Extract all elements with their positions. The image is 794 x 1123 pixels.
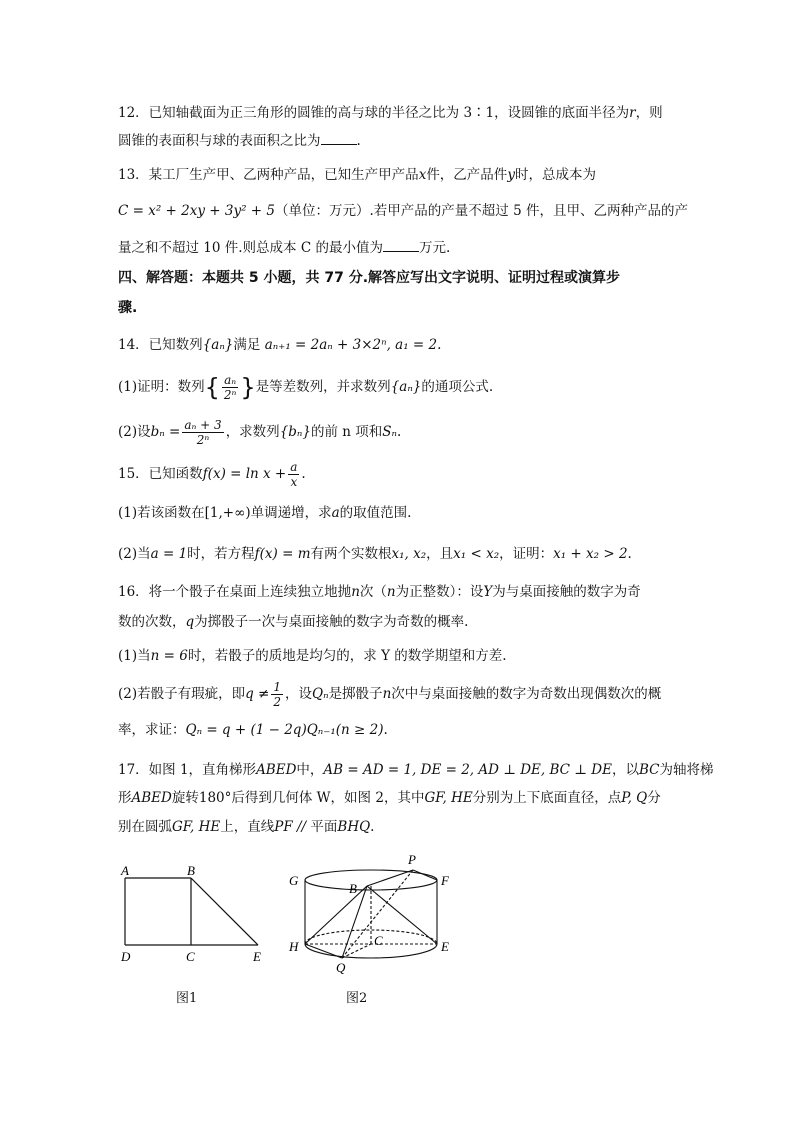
segment-bq bbox=[342, 886, 367, 958]
q15-text: ，且 bbox=[426, 546, 454, 562]
figure-2-solid bbox=[285, 848, 470, 976]
q17-text: 分别为上下底面直径，点 bbox=[472, 790, 622, 806]
section-heading-cont: 骤. bbox=[118, 300, 138, 316]
fraction: $\frac{a}{x}$ bbox=[290, 460, 298, 489]
fraction: $\frac{1}{2}$ bbox=[273, 680, 282, 709]
segment-bh bbox=[305, 886, 367, 944]
q17-text: 为轴将梯 bbox=[659, 762, 714, 778]
label-e: E bbox=[253, 949, 261, 964]
q14-text: . bbox=[397, 424, 402, 440]
q17-text: 分 bbox=[647, 790, 661, 806]
q16-text: (1)当 bbox=[118, 648, 151, 664]
q13-text: 13．某工厂生产甲、乙两种产品，已知生产甲产品 bbox=[118, 167, 419, 183]
q17-plane: BHQ bbox=[337, 819, 371, 835]
label-d: D bbox=[121, 949, 131, 964]
q17-diameters: GF, HE bbox=[424, 790, 473, 806]
q14-seq: {bₙ} bbox=[279, 424, 311, 440]
segment-be bbox=[191, 878, 258, 945]
q17-trapezoid: ABED bbox=[131, 790, 172, 806]
q14-text: 的通项公式. bbox=[421, 379, 494, 395]
figure-2-caption: 图2 bbox=[346, 991, 368, 1006]
q15-function: f(x) = ln x + bbox=[202, 466, 287, 482]
q13-cost-formula: C = x² + 2xy + 3y² + 5 bbox=[118, 203, 275, 219]
q14-text: ，求数列 bbox=[225, 424, 280, 440]
q17-trapezoid: ABED bbox=[256, 762, 297, 778]
q14-bn: bₙ = bbox=[150, 424, 181, 440]
section-heading: 四、解答题：本题共 5 小题，共 77 分.解答应写出文字说明、证明过程或演算步 bbox=[118, 270, 621, 286]
q17-text: 上，直线 bbox=[220, 819, 275, 835]
q17-text: ，以 bbox=[611, 762, 639, 778]
q12-text: ，则 bbox=[635, 105, 663, 121]
q15-goal: x₁ + x₂ > 2 bbox=[553, 546, 628, 562]
answer-blank[interactable] bbox=[383, 239, 419, 252]
label-g: G bbox=[289, 873, 299, 888]
q15-ineq: x₁ < x₂ bbox=[453, 546, 500, 562]
q17-text: 后得到几何体 W，如图 2，其中 bbox=[231, 790, 425, 806]
q17-line-3 bbox=[118, 817, 374, 837]
label-a: A bbox=[121, 863, 129, 878]
q16-line-5 bbox=[118, 720, 388, 740]
q14-line-3 bbox=[118, 418, 401, 447]
q17-text: 别在圆弧 bbox=[118, 819, 172, 835]
q15-text: . bbox=[301, 466, 306, 482]
q15-text: ，证明： bbox=[499, 546, 554, 562]
q16-text: 为正整数）：设 bbox=[395, 584, 484, 600]
q16-var-n: n bbox=[382, 686, 392, 702]
q17-axis: BC bbox=[638, 762, 660, 778]
q17-conditions: AB = AD = 1, DE = 2, AD ⊥ DE, BC ⊥ DE bbox=[323, 762, 612, 778]
q16-cond: q ≠ bbox=[245, 686, 270, 702]
q16-text: ，设 bbox=[285, 686, 313, 702]
q16-var-q: q bbox=[185, 614, 195, 630]
fraction: $\frac{\text{aₙ}}{\text{2ⁿ}}$ bbox=[223, 373, 237, 402]
q15-text: 单调递增，求 bbox=[250, 505, 332, 521]
q16-text: (2)若骰子有瑕疵，即 bbox=[118, 686, 246, 702]
q17-angle: 180° bbox=[198, 790, 232, 806]
label-b: B bbox=[349, 881, 357, 896]
label-c: C bbox=[374, 933, 383, 948]
q15-interval: [1,+∞) bbox=[204, 505, 251, 521]
q17-line-2 bbox=[118, 788, 661, 808]
q16-line-2 bbox=[118, 612, 468, 632]
q15-text: 时，若方程 bbox=[187, 546, 255, 562]
q17-text: 中， bbox=[296, 762, 324, 778]
q13-line-3 bbox=[118, 238, 450, 258]
q12-text: . bbox=[356, 133, 361, 149]
q14-line-1 bbox=[118, 335, 441, 355]
q14-text: 是等差数列，并求数列 bbox=[255, 379, 391, 395]
label-e: E bbox=[441, 939, 449, 954]
q15-text: (1)若该函数在 bbox=[118, 505, 205, 521]
q13-text: 时，总成本为 bbox=[514, 167, 596, 183]
q14-text: (1)证明：数列 bbox=[118, 379, 205, 395]
label-c: C bbox=[186, 949, 195, 964]
q13-text: 万元. bbox=[418, 240, 451, 256]
q15-equation: f(x) = m bbox=[254, 546, 311, 562]
q14-text: (2)设 bbox=[118, 424, 151, 440]
q17-text: . bbox=[370, 819, 375, 835]
q15-var-a: a bbox=[331, 505, 340, 521]
q12-var-r: r bbox=[629, 105, 636, 121]
label-f: F bbox=[441, 873, 449, 888]
q13-text: （单位：万元）.若甲产品的产量不超过 5 件，且甲、乙两种产品的产 bbox=[274, 203, 688, 219]
q14-sum: Sₙ bbox=[382, 424, 397, 440]
q17-points: P, Q bbox=[621, 790, 648, 806]
q16-line-3 bbox=[118, 646, 507, 666]
q14-seq: {aₙ} bbox=[390, 379, 422, 395]
q17-arcs: GF, HE bbox=[172, 819, 221, 835]
q14-text: 满足 bbox=[233, 337, 261, 353]
q15-line-2 bbox=[118, 503, 411, 523]
q15-text: . bbox=[627, 546, 632, 562]
q16-text: 为与桌面接触的数字为奇 bbox=[492, 584, 641, 600]
q17-line-1 bbox=[118, 760, 713, 780]
q16-text: 次中与桌面接触的数字为奇数出现偶数次的概 bbox=[391, 686, 662, 702]
q15-line-1 bbox=[118, 460, 306, 489]
q13-var-y: y bbox=[507, 167, 515, 183]
q17-text: 平面 bbox=[310, 819, 338, 835]
q15-line-3 bbox=[118, 544, 632, 564]
figure-1-caption: 图1 bbox=[176, 991, 198, 1006]
q15-text: 的取值范围. bbox=[339, 505, 412, 521]
q13-text: 量之和不超过 10 件.则总成本 C 的最小值为 bbox=[118, 240, 383, 256]
q13-text: 件，乙产品件 bbox=[426, 167, 508, 183]
q16-text: 时，若骰子的质地是均匀的，求 Y 的数学期望和方差. bbox=[187, 648, 507, 664]
q14-text: 14．已知数列 bbox=[118, 337, 203, 353]
q12-line-1 bbox=[118, 103, 663, 123]
q14-line-2 bbox=[118, 373, 493, 402]
q17-text: 17．如图 1，直角梯形 bbox=[118, 762, 257, 778]
q16-text: 是掷骰子 bbox=[328, 686, 383, 702]
left-brace: { bbox=[204, 373, 220, 402]
fraction: $\frac{\text{aₙ + 3}}{\text{2ⁿ}}$ bbox=[184, 418, 222, 447]
q16-recurrence: Qₙ = q + (1 − 2q)Qₙ₋₁(n ≥ 2) bbox=[185, 722, 384, 738]
q14-seq: {aₙ} bbox=[202, 337, 234, 353]
figure-1-trapezoid bbox=[112, 858, 282, 970]
q16-var-q: Qₙ bbox=[312, 686, 329, 702]
q16-text: 数的次数， bbox=[118, 614, 186, 630]
q14-recurrence: aₙ₊₁ = 2aₙ + 3×2ⁿ, a₁ = 2 bbox=[264, 337, 438, 353]
q12-line-2 bbox=[118, 131, 361, 151]
q16-text: 次（ bbox=[359, 584, 387, 600]
answer-blank[interactable] bbox=[321, 132, 357, 145]
q17-text: 形 bbox=[118, 790, 132, 806]
q14-text: . bbox=[437, 337, 442, 353]
segment-hq bbox=[305, 944, 342, 958]
q13-var-x: x bbox=[418, 167, 427, 183]
q15-text: 有两个实数根 bbox=[310, 546, 392, 562]
label-b: B bbox=[187, 863, 195, 878]
q16-line-4 bbox=[118, 680, 661, 709]
q15-roots: x₁, x₂ bbox=[391, 546, 427, 562]
label-q: Q bbox=[336, 960, 346, 975]
q17-text: 旋转 bbox=[171, 790, 199, 806]
q16-line-1 bbox=[118, 582, 641, 602]
q13-line-1 bbox=[118, 165, 596, 185]
label-h: H bbox=[289, 939, 299, 954]
q16-text: . bbox=[383, 722, 388, 738]
q16-var-y: Y bbox=[483, 584, 493, 600]
q12-text: 12．已知轴截面为正三角形的圆锥的高与球的半径之比为 3∶1，设圆锥的底面半径为 bbox=[118, 105, 630, 121]
q16-text: 为掷骰子一次与桌面接触的数字为奇数的概率. bbox=[194, 614, 469, 630]
q16-var-n: n bbox=[351, 584, 360, 600]
q12-text: 圆锥的表面积与球的表面积之比为 bbox=[118, 133, 321, 149]
q16-text: 率，求证： bbox=[118, 722, 186, 738]
q16-text: 16．将一个骰子在桌面上连续独立地抛 bbox=[118, 584, 352, 600]
right-brace: } bbox=[240, 373, 256, 402]
q14-text: 的前 n 项和 bbox=[310, 424, 383, 440]
label-p: P bbox=[408, 852, 416, 867]
q15-text: 15．已知函数 bbox=[118, 466, 203, 482]
q15-cond: a = 1 bbox=[150, 546, 188, 562]
segment-pf bbox=[413, 870, 437, 880]
q13-line-2 bbox=[118, 201, 688, 221]
q17-line: PF // bbox=[274, 819, 311, 835]
q15-text: (2)当 bbox=[118, 546, 151, 562]
q16-cond: n = 6 bbox=[150, 648, 188, 664]
q16-var-n: n bbox=[386, 584, 396, 600]
